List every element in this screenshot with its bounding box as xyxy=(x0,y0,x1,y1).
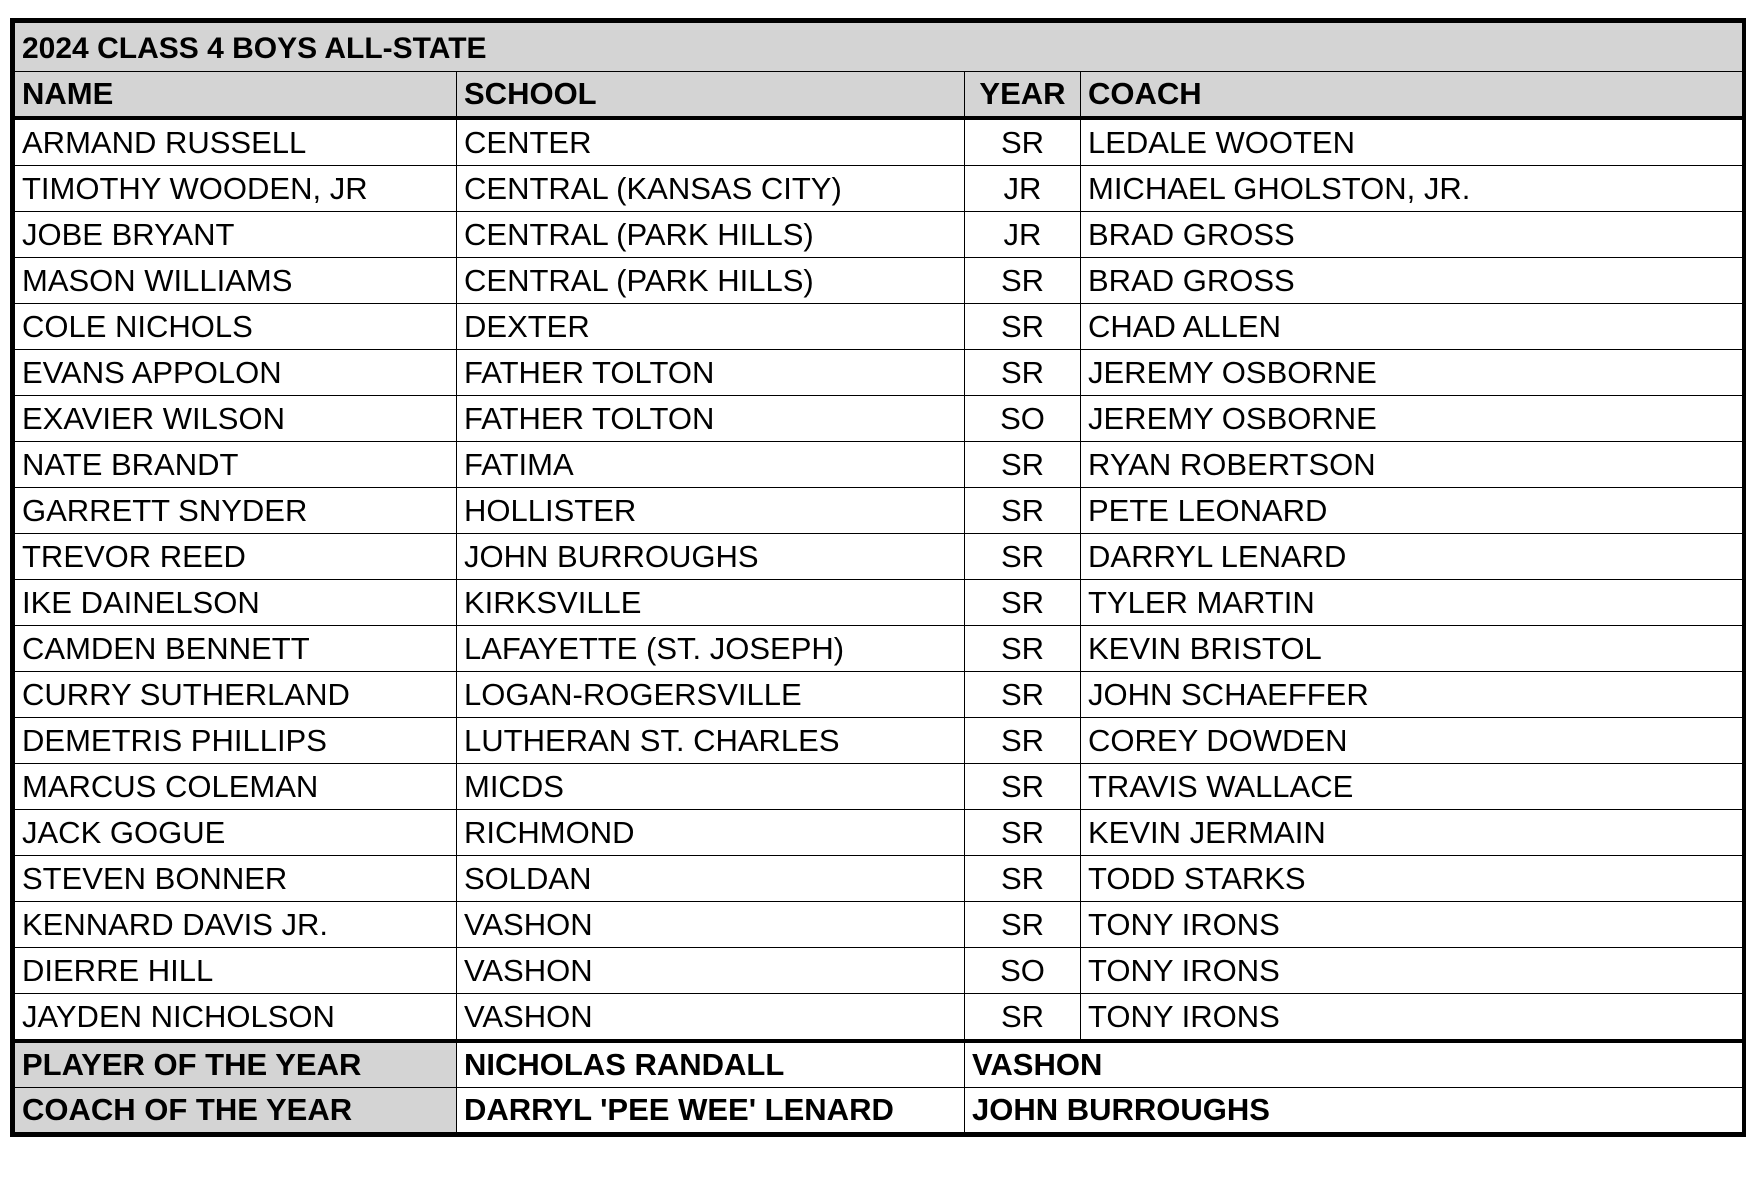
cell-school: FATIMA xyxy=(457,442,965,488)
table-row xyxy=(15,258,1743,304)
cell-name: MARCUS COLEMAN xyxy=(15,764,457,810)
cell-name: CURRY SUTHERLAND xyxy=(15,672,457,718)
table-row xyxy=(15,118,1743,166)
cell-year: SR xyxy=(965,350,1081,396)
cell-name: JAYDEN NICHOLSON xyxy=(15,994,457,1042)
title-row xyxy=(15,23,1743,72)
cell-name: IKE DAINELSON xyxy=(15,580,457,626)
cell-school: CENTRAL (KANSAS CITY) xyxy=(457,166,965,212)
table-row xyxy=(15,166,1743,212)
cell-year: SR xyxy=(965,856,1081,902)
cell-school: RICHMOND xyxy=(457,810,965,856)
cell-year: SR xyxy=(965,718,1081,764)
cell-year: SR xyxy=(965,258,1081,304)
cell-coach: RYAN ROBERTSON xyxy=(1081,442,1743,488)
column-header-school: SCHOOL xyxy=(457,72,965,119)
column-header-coach: COACH xyxy=(1081,72,1743,119)
cell-coach: TONY IRONS xyxy=(1081,902,1743,948)
award-row xyxy=(15,1041,1743,1088)
cell-name: MASON WILLIAMS xyxy=(15,258,457,304)
cell-coach: CHAD ALLEN xyxy=(1081,304,1743,350)
table-row xyxy=(15,212,1743,258)
cell-name: KENNARD DAVIS JR. xyxy=(15,902,457,948)
cell-year: SR xyxy=(965,810,1081,856)
cell-school: DEXTER xyxy=(457,304,965,350)
cell-school: HOLLISTER xyxy=(457,488,965,534)
cell-year: SR xyxy=(965,764,1081,810)
cell-school: LOGAN-ROGERSVILLE xyxy=(457,672,965,718)
table-row xyxy=(15,764,1743,810)
cell-school: FATHER TOLTON xyxy=(457,350,965,396)
table-row xyxy=(15,304,1743,350)
cell-name: ARMAND RUSSELL xyxy=(15,118,457,166)
cell-coach: DARRYL LENARD xyxy=(1081,534,1743,580)
cell-school: MICDS xyxy=(457,764,965,810)
cell-coach: LEDALE WOOTEN xyxy=(1081,118,1743,166)
cell-name: EXAVIER WILSON xyxy=(15,396,457,442)
cell-name: CAMDEN BENNETT xyxy=(15,626,457,672)
cell-name: JACK GOGUE xyxy=(15,810,457,856)
cell-school: VASHON xyxy=(457,948,965,994)
cell-coach: TONY IRONS xyxy=(1081,994,1743,1042)
cell-name: COLE NICHOLS xyxy=(15,304,457,350)
table-row xyxy=(15,902,1743,948)
cell-year: JR xyxy=(965,166,1081,212)
cell-year: SR xyxy=(965,902,1081,948)
table-row xyxy=(15,396,1743,442)
cell-year: SO xyxy=(965,396,1081,442)
cell-year: SR xyxy=(965,994,1081,1042)
cell-school: LAFAYETTE (ST. JOSEPH) xyxy=(457,626,965,672)
cell-year: SR xyxy=(965,672,1081,718)
cell-name: EVANS APPOLON xyxy=(15,350,457,396)
cell-coach: KEVIN BRISTOL xyxy=(1081,626,1743,672)
table-row xyxy=(15,442,1743,488)
award-name: DARRYL 'PEE WEE' LENARD xyxy=(457,1088,965,1133)
cell-name: STEVEN BONNER xyxy=(15,856,457,902)
award-label: COACH OF THE YEAR xyxy=(15,1088,457,1133)
cell-school: SOLDAN xyxy=(457,856,965,902)
cell-year: JR xyxy=(965,212,1081,258)
cell-year: SO xyxy=(965,948,1081,994)
cell-school: JOHN BURROUGHS xyxy=(457,534,965,580)
table-row xyxy=(15,948,1743,994)
cell-coach: COREY DOWDEN xyxy=(1081,718,1743,764)
table-row xyxy=(15,580,1743,626)
table-row xyxy=(15,672,1743,718)
cell-coach: PETE LEONARD xyxy=(1081,488,1743,534)
all-state-sheet xyxy=(10,18,1746,1137)
cell-name: GARRETT SNYDER xyxy=(15,488,457,534)
cell-school: VASHON xyxy=(457,902,965,948)
cell-coach: KEVIN JERMAIN xyxy=(1081,810,1743,856)
award-row xyxy=(15,1088,1743,1133)
sheet-title: 2024 CLASS 4 BOYS ALL-STATE xyxy=(15,23,1743,72)
table-row xyxy=(15,534,1743,580)
cell-coach: TYLER MARTIN xyxy=(1081,580,1743,626)
table-row xyxy=(15,718,1743,764)
cell-coach: JOHN SCHAEFFER xyxy=(1081,672,1743,718)
column-header-year: YEAR xyxy=(965,72,1081,119)
cell-name: DEMETRIS PHILLIPS xyxy=(15,718,457,764)
award-name: NICHOLAS RANDALL xyxy=(457,1041,965,1088)
cell-school: VASHON xyxy=(457,994,965,1042)
cell-coach: MICHAEL GHOLSTON, JR. xyxy=(1081,166,1743,212)
cell-year: SR xyxy=(965,304,1081,350)
award-school: VASHON xyxy=(965,1041,1743,1088)
cell-year: SR xyxy=(965,626,1081,672)
column-header-name: NAME xyxy=(15,72,457,119)
cell-coach: TRAVIS WALLACE xyxy=(1081,764,1743,810)
cell-year: SR xyxy=(965,442,1081,488)
cell-year: SR xyxy=(965,534,1081,580)
table-row xyxy=(15,856,1743,902)
cell-year: SR xyxy=(965,118,1081,166)
award-label: PLAYER OF THE YEAR xyxy=(15,1041,457,1088)
cell-school: CENTER xyxy=(457,118,965,166)
cell-coach: BRAD GROSS xyxy=(1081,258,1743,304)
cell-coach: JEREMY OSBORNE xyxy=(1081,350,1743,396)
cell-coach: JEREMY OSBORNE xyxy=(1081,396,1743,442)
cell-coach: BRAD GROSS xyxy=(1081,212,1743,258)
cell-name: JOBE BRYANT xyxy=(15,212,457,258)
table-row xyxy=(15,994,1743,1042)
table-row xyxy=(15,810,1743,856)
table-row xyxy=(15,626,1743,672)
cell-school: LUTHERAN ST. CHARLES xyxy=(457,718,965,764)
cell-year: SR xyxy=(965,580,1081,626)
cell-school: CENTRAL (PARK HILLS) xyxy=(457,258,965,304)
cell-coach: TONY IRONS xyxy=(1081,948,1743,994)
cell-name: DIERRE HILL xyxy=(15,948,457,994)
table-row xyxy=(15,350,1743,396)
cell-name: TREVOR REED xyxy=(15,534,457,580)
all-state-table xyxy=(14,22,1743,1133)
cell-school: CENTRAL (PARK HILLS) xyxy=(457,212,965,258)
table-row xyxy=(15,488,1743,534)
cell-school: KIRKSVILLE xyxy=(457,580,965,626)
award-school: JOHN BURROUGHS xyxy=(965,1088,1743,1133)
cell-coach: TODD STARKS xyxy=(1081,856,1743,902)
cell-name: NATE BRANDT xyxy=(15,442,457,488)
cell-school: FATHER TOLTON xyxy=(457,396,965,442)
cell-name: TIMOTHY WOODEN, JR xyxy=(15,166,457,212)
header-row xyxy=(15,72,1743,119)
cell-year: SR xyxy=(965,488,1081,534)
